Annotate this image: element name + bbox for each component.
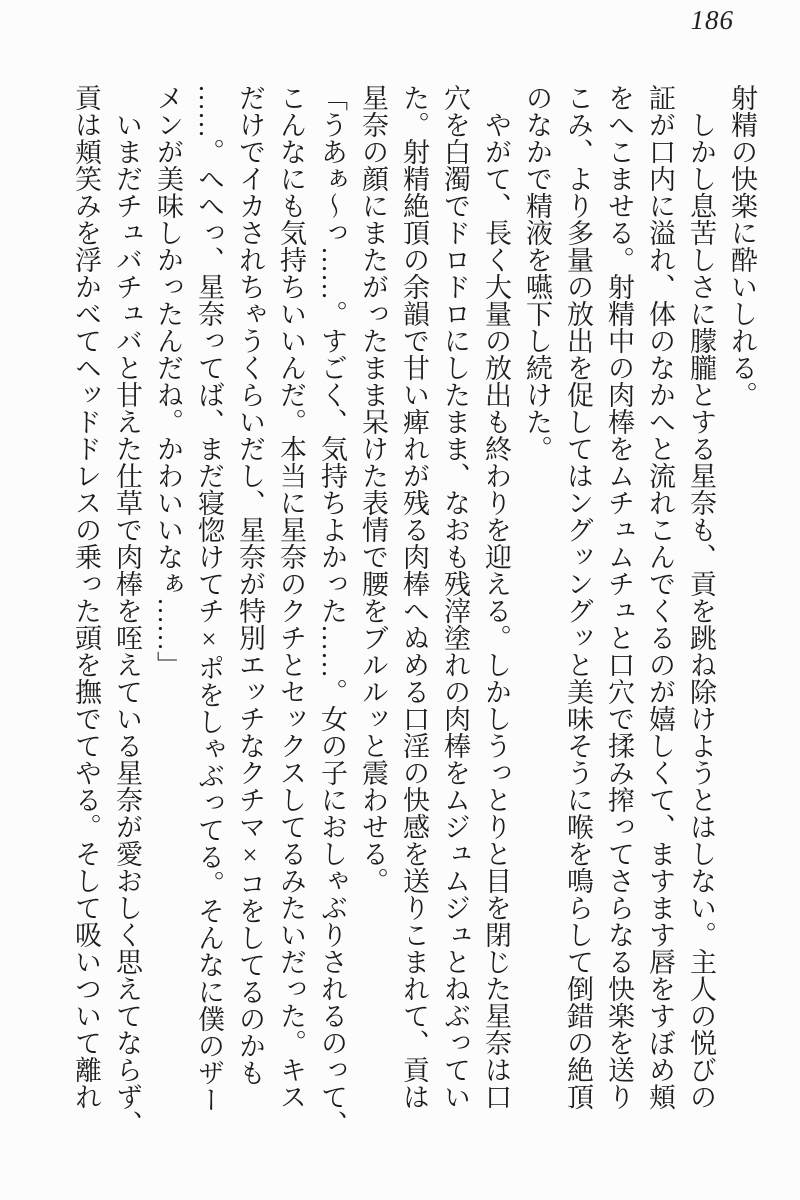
text-column: た。射精絶頂の余韻で甘い痺れが残る肉棒へぬめる口淫の快感を送りこまれて、貢は — [399, 84, 429, 1110]
text-column: 穴を白濁でドロドロにしたまま、なおも残滓塗れの肉棒をムジュムジュとねぶってい — [440, 84, 470, 1110]
text-column: 「うあぁ〜っ……。すごく、気持ちよかった……。女の子におしゃぶりされるのって、 — [317, 84, 347, 1137]
text-column: 射精の快楽に酔いしれる。 — [727, 84, 757, 408]
text-column: やがて、長く大量の放出も終わりを迎える。しかしうっとりと目を閉じた星奈は口 — [481, 84, 511, 1110]
text-column: 星奈の顔にまたがったまま呆けた表情で腰をブルルッと震わせる。 — [358, 84, 388, 894]
text-column: のなかで精液を嚥下し続けた。 — [522, 84, 552, 462]
text-column: いまだチュバチュバと甘えた仕草で肉棒を咥えている星奈が愛おしく思えてならず、 — [112, 84, 142, 1137]
text-block — [65, 84, 762, 1169]
text-column: をへこませる。射精中の肉棒をムチュムチュと口穴で揉み搾ってさらなる快楽を送り — [604, 84, 634, 1110]
text-column: しかし息苦しさに朦朧とする星奈も、貢を跳ね除けようとはしない。主人の悦びの — [686, 84, 716, 1110]
text-column: こみ、より多量の放出を促してはングッングッと美味そうに喉を鳴らして倒錯の絶頂 — [563, 84, 593, 1110]
text-column: だけでイカされちゃうくらいだし、星奈が特別エッチなクチマ×コをしてるのかも — [235, 84, 265, 1086]
text-column: メンが美味しかったんだね。かわいいなぁ……」 — [153, 84, 183, 678]
text-column: 証が口内に溢れ、体のなかへと流れこんでくるのが嬉しくて、ますます唇をすぼめ頬 — [645, 84, 675, 1110]
text-column: 貢は頬笑みを浮かべてヘッドドレスの乗った頭を撫でてやる。そして吸いついて離れ — [71, 84, 101, 1110]
text-column: ……。へへっ、星奈ってば、まだ寝惚けてチ×ポをしゃぶってる。そんなに僕のザー — [194, 84, 224, 1113]
text-column: こんなにも気持ちいいんだ。本当に星奈のクチとセックスしてるみたいだった。キス — [276, 84, 306, 1110]
page-number: 186 — [690, 5, 734, 35]
